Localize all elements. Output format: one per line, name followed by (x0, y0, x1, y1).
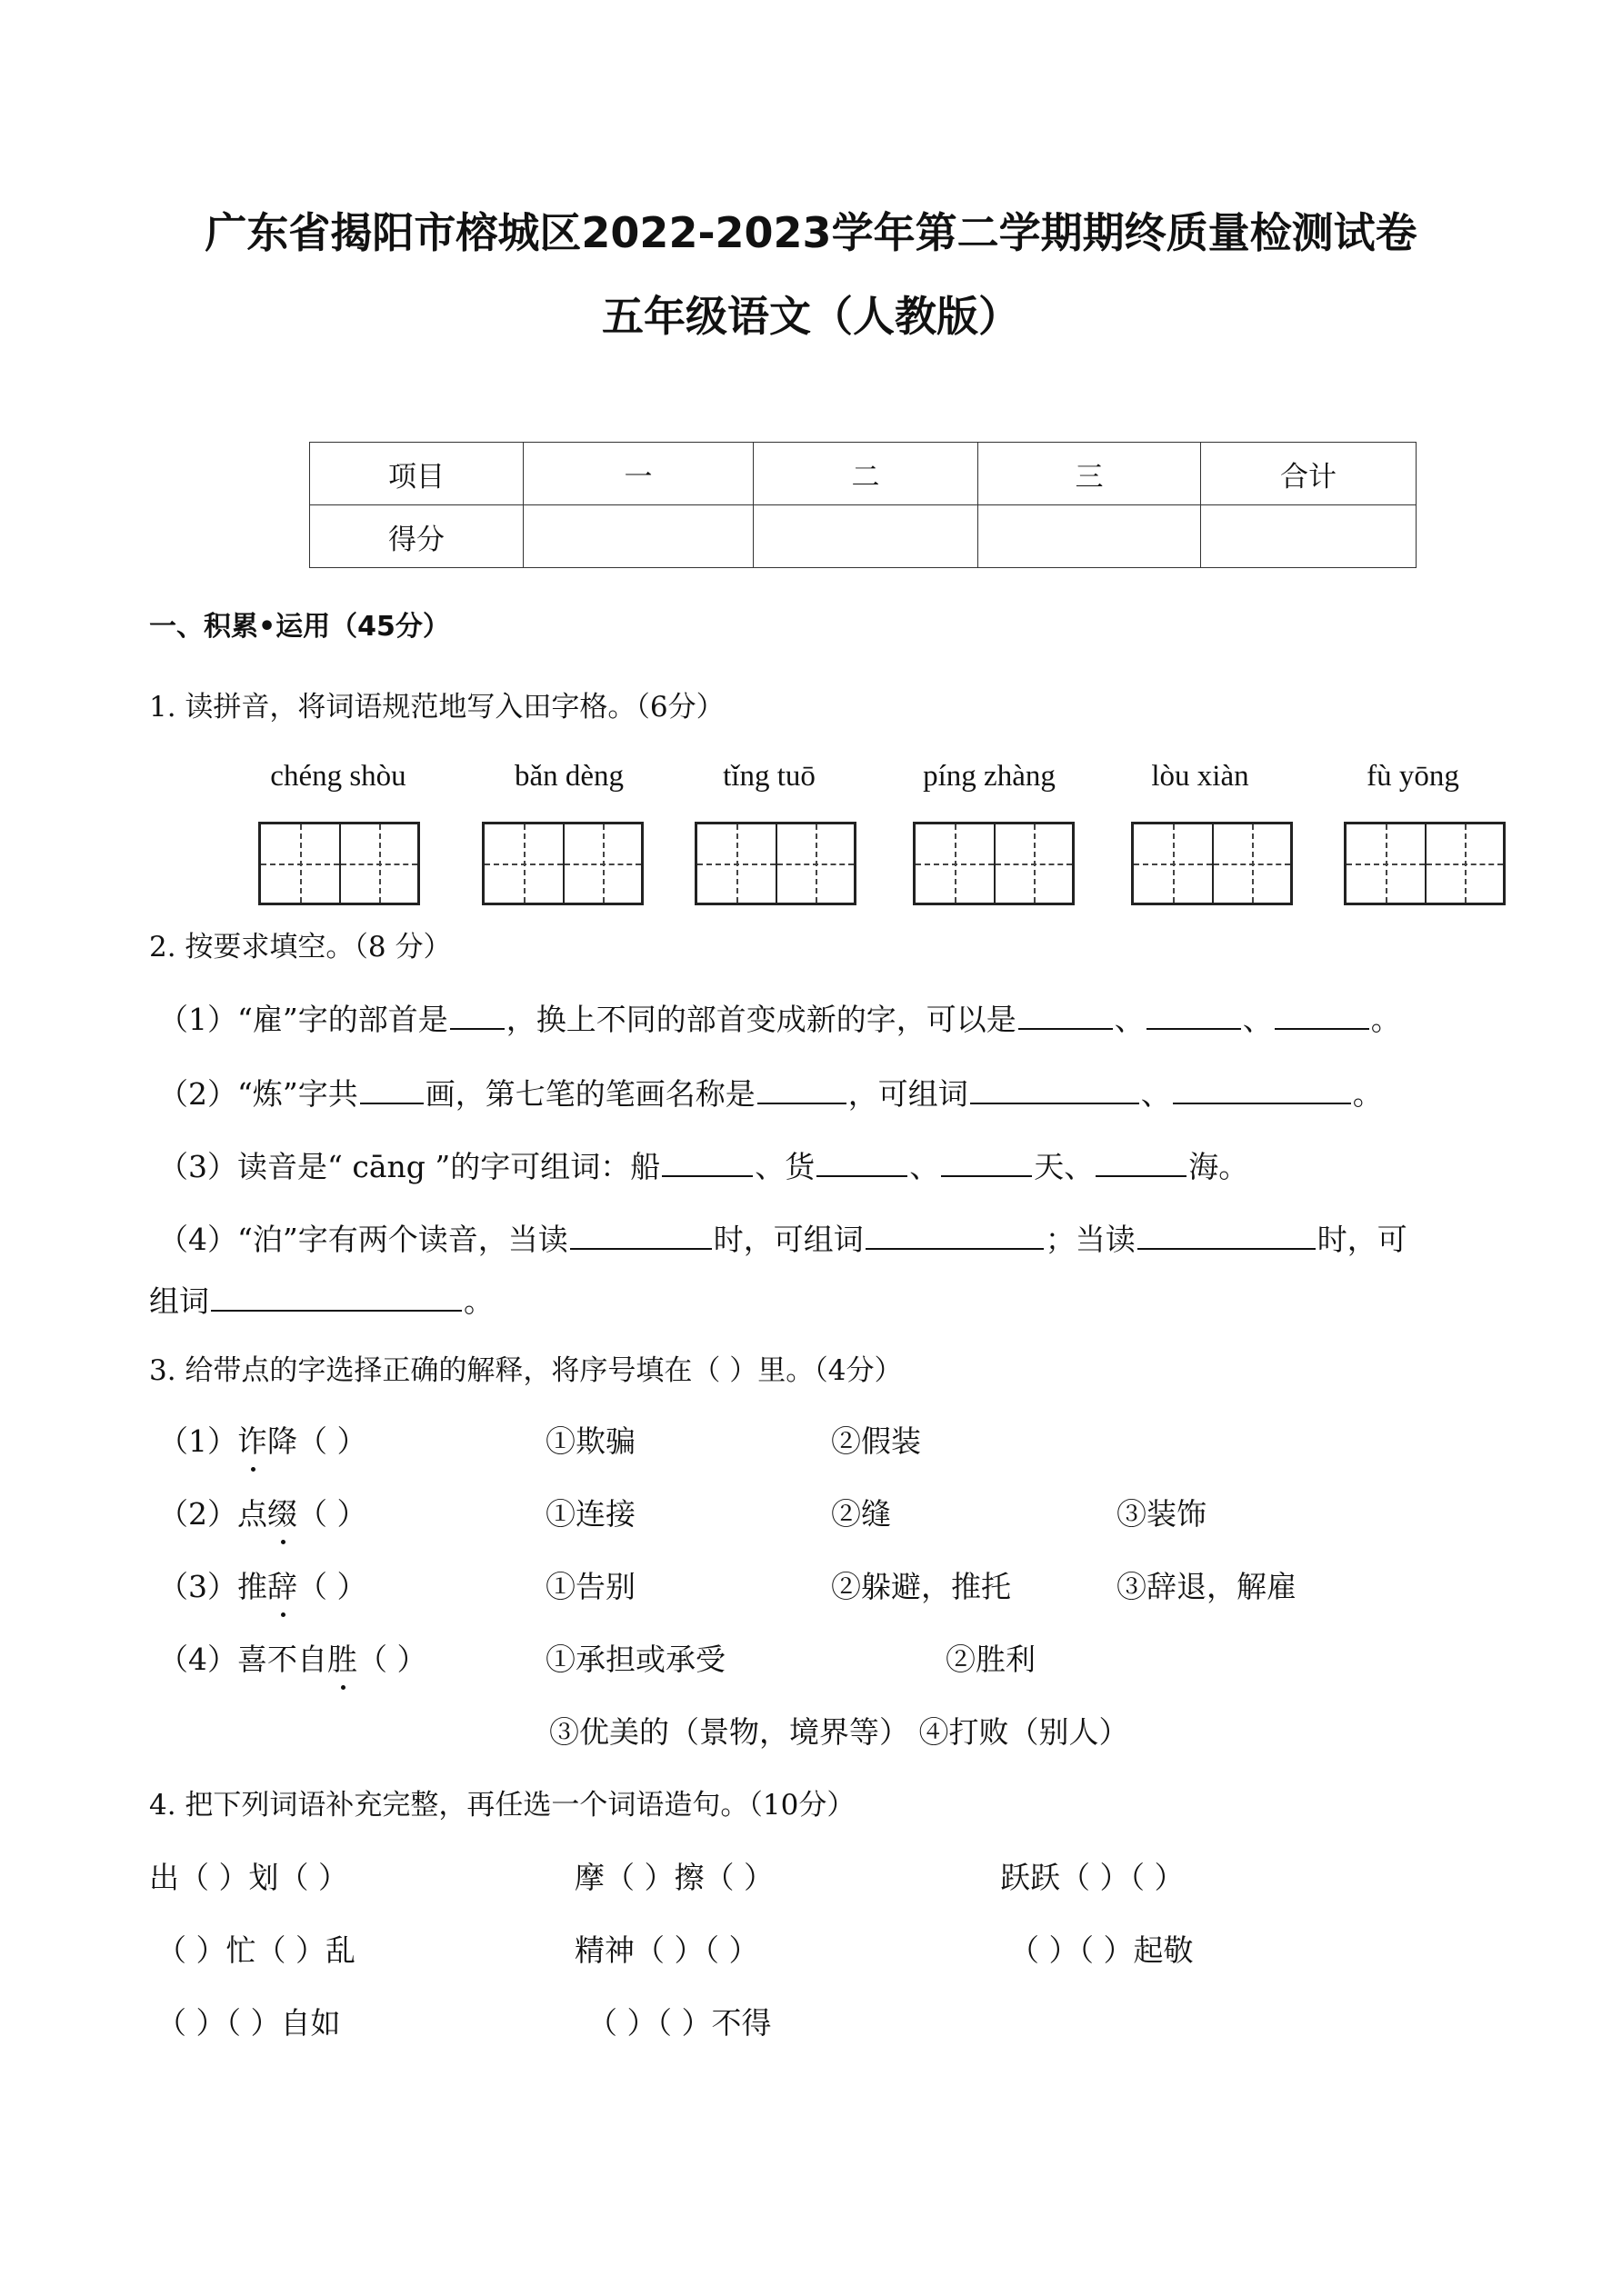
q2-text: 。 (464, 1283, 494, 1319)
answer-parens[interactable]: （ ） (297, 1569, 367, 1604)
q2-line-4 (158, 1216, 1407, 1259)
q2-text: （2）“炼”字共 (158, 1076, 358, 1112)
q3-option: ②躲避，推托 (831, 1569, 1011, 1604)
q3-item-2 (158, 1491, 367, 1533)
q2-text: 、 (1242, 1002, 1273, 1037)
q2-text: 、货 (755, 1149, 816, 1184)
answer-parens[interactable]: （ ） (297, 1496, 367, 1532)
pinyin-label: píng zhàng (923, 760, 1056, 793)
score-table-cell: 合计 (1201, 443, 1417, 505)
blank[interactable] (757, 1075, 846, 1104)
q2-line-2 (158, 1071, 1383, 1113)
q3-option: ③装饰 (1116, 1496, 1206, 1532)
exam-subtitle: 五年级语文（人教版） (602, 292, 1020, 341)
q3-text: （2）点 (158, 1496, 267, 1532)
q2-text: 画，第七笔的笔画名称是 (425, 1076, 756, 1112)
blank[interactable] (1146, 1001, 1241, 1030)
q2-text: （1）“雇”字的部首是 (158, 1002, 448, 1037)
q3-option-extra: ③优美的（景物，境界等） ④打败（别人） (549, 1714, 1129, 1750)
q3-item-3 (158, 1563, 367, 1606)
idiom-blank[interactable]: 摩（ ）擦（ ） (575, 1860, 774, 1895)
blank[interactable] (1275, 1001, 1369, 1030)
blank[interactable] (941, 1148, 1032, 1177)
idiom-blank[interactable]: 精神（ ）（ ） (575, 1932, 759, 1968)
tianzige-box[interactable] (482, 822, 644, 905)
score-input-cell[interactable] (524, 505, 754, 568)
answer-parens[interactable]: （ ） (357, 1642, 427, 1677)
q2-text: 。 (1352, 1076, 1383, 1112)
blank[interactable] (970, 1075, 1139, 1104)
q3-option: ③辞退，解雇 (1116, 1569, 1297, 1604)
score-input-cell[interactable] (978, 505, 1201, 568)
tianzige-box[interactable] (1344, 822, 1506, 905)
q3-text: （1） (158, 1423, 237, 1459)
q2-text: 、 (1114, 1002, 1145, 1037)
q3-option: ①连接 (546, 1496, 636, 1532)
blank[interactable] (1137, 1221, 1316, 1250)
dotted-char: 胜 (327, 1636, 357, 1679)
q2-text: 海。 (1188, 1149, 1249, 1184)
q2-text: 。 (1370, 1002, 1401, 1037)
blank[interactable] (662, 1148, 753, 1177)
score-table-header-row (310, 443, 1417, 505)
question-3: 3. 给带点的字选择正确的解释，将序号填在（ ）里。（4分） (149, 1354, 903, 1387)
q2-text: ，换上不同的部首变成新的字，可以是 (506, 1002, 1016, 1037)
q3-option: ①告别 (546, 1569, 636, 1604)
q3-option: ①欺骗 (546, 1423, 636, 1459)
section-heading: 一、积累•运用（45分） (149, 611, 450, 643)
dotted-char: 诈 (237, 1418, 267, 1461)
idiom-blank[interactable]: （ ）（ ）不得 (587, 2005, 772, 2041)
q2-text: （4）“泊”字有两个读音，当读 (158, 1222, 568, 1257)
dotted-char: 辞 (267, 1563, 297, 1606)
q2-text: 组词 (149, 1283, 209, 1319)
blank[interactable] (1096, 1148, 1186, 1177)
q3-option: ①承担或承受 (546, 1642, 726, 1677)
q3-option: ②假装 (831, 1423, 921, 1459)
tianzige-box[interactable] (258, 822, 420, 905)
score-table (309, 442, 1417, 568)
idiom-blank[interactable]: （ ）（ ）起敬 (1009, 1932, 1194, 1968)
tianzige-box[interactable] (913, 822, 1075, 905)
q2-line-1 (158, 996, 1401, 1039)
q2-text: 、 (1140, 1076, 1171, 1112)
blank[interactable] (1018, 1001, 1113, 1030)
pinyin-label: chéng shòu (270, 760, 406, 793)
q2-line-4-cont (149, 1278, 494, 1321)
score-table-cell: 一 (524, 443, 754, 505)
idiom-blank[interactable]: （ ）（ ）自如 (156, 2005, 341, 2041)
blank[interactable] (816, 1148, 907, 1177)
idiom-blank[interactable]: （ ）忙（ ）乱 (156, 1932, 355, 1968)
answer-parens[interactable]: 降（ ） (267, 1423, 367, 1459)
q2-text: 时，可 (1317, 1222, 1407, 1257)
score-table-score-row (310, 505, 1417, 568)
pinyin-label: tǐng tuō (723, 760, 816, 793)
blank[interactable] (866, 1221, 1044, 1250)
q3-item-4 (158, 1636, 427, 1679)
blank[interactable] (450, 1001, 505, 1030)
question-2: 2. 按要求填空。（8 分） (149, 931, 452, 963)
blank[interactable] (211, 1283, 462, 1312)
q2-text: ，可组词 (847, 1076, 968, 1112)
pinyin-label: lòu xiàn (1151, 760, 1249, 793)
q2-text: 、 (909, 1149, 940, 1184)
score-table-cell: 得分 (310, 505, 524, 568)
blank[interactable] (360, 1075, 424, 1104)
score-table-cell: 项目 (310, 443, 524, 505)
q2-line-3 (158, 1143, 1248, 1186)
q3-text: （4）喜不自 (158, 1642, 327, 1677)
pinyin-label: bǎn dèng (514, 760, 625, 793)
tianzige-box[interactable] (1131, 822, 1293, 905)
q3-option: ②缝 (831, 1496, 891, 1532)
score-input-cell[interactable] (1201, 505, 1417, 568)
score-table-cell: 二 (754, 443, 978, 505)
q2-text: 天、 (1034, 1149, 1095, 1184)
question-4: 4. 把下列词语补充完整，再任选一个词语造句。（10分） (149, 1789, 856, 1822)
blank[interactable] (570, 1221, 712, 1250)
q3-item-1 (158, 1418, 367, 1461)
q3-option: ②胜利 (946, 1642, 1036, 1677)
q2-text: 时，可组词 (713, 1222, 864, 1257)
q3-text: （3）推 (158, 1569, 267, 1604)
dotted-char: 缀 (267, 1491, 297, 1533)
exam-title: 广东省揭阳市榕城区2022-2023学年第二学期期终质量检测试卷 (205, 208, 1417, 257)
tianzige-box[interactable] (695, 822, 856, 905)
score-table-cell: 三 (978, 443, 1201, 505)
question-1: 1. 读拼音，将词语规范地写入田字格。（6分） (149, 691, 725, 724)
pinyin-label: fù yōng (1367, 760, 1459, 793)
q2-text: （3）读音是“ cāng ”的字可组词：船 (158, 1149, 661, 1184)
idiom-blank[interactable]: 跃跃（ ）（ ） (1000, 1860, 1185, 1895)
idiom-blank[interactable]: 出（ ）划（ ） (149, 1860, 348, 1895)
blank[interactable] (1173, 1075, 1351, 1104)
score-input-cell[interactable] (754, 505, 978, 568)
q2-text: ；当读 (1045, 1222, 1136, 1257)
